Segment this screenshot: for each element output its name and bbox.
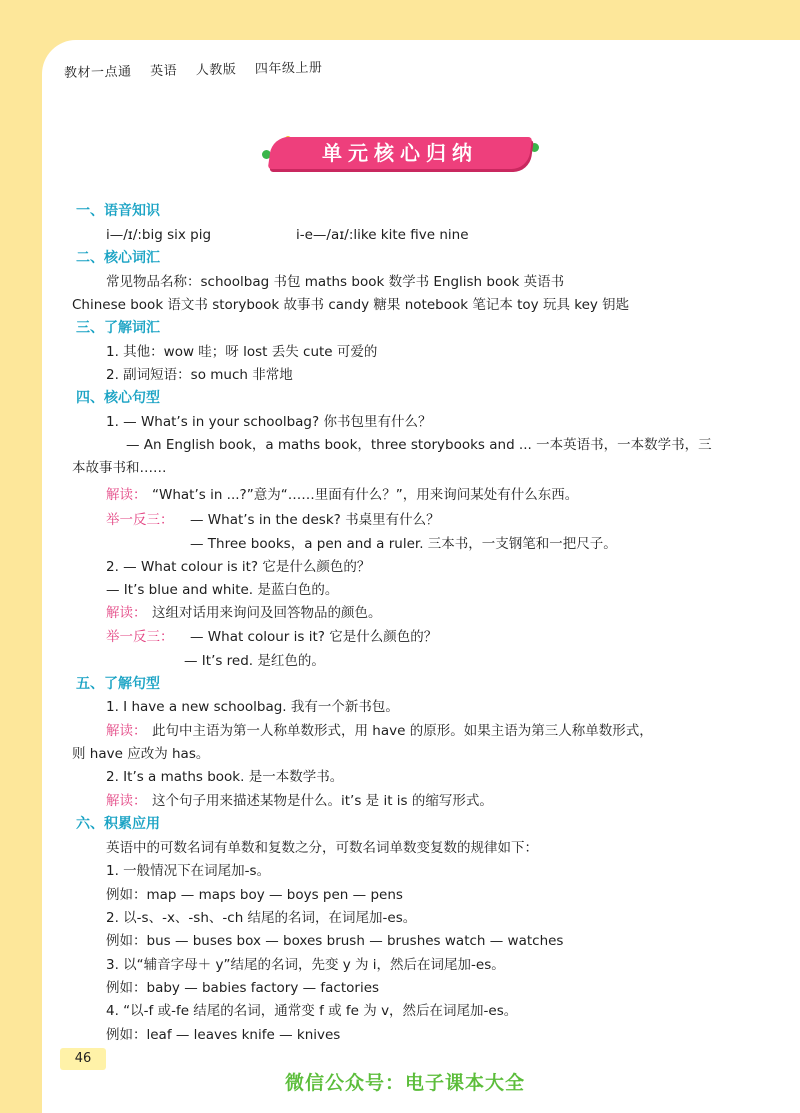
text-line: 这组对话用来询问及回答物品的颜色。 bbox=[152, 605, 382, 621]
text-line: 2. 副词短语：so much 非常地 bbox=[106, 367, 293, 383]
text-line: 例如：map — maps boy — boys pen — pens bbox=[106, 887, 403, 903]
line-label: 举一反三： bbox=[106, 629, 174, 645]
footer-watermark: 微信公众号：电子课本大全 bbox=[284, 1072, 525, 1094]
text-line: 这个句子用来描述某物是什么。it’s 是 it is 的缩写形式。 bbox=[152, 793, 493, 809]
section-heading: 六、积累应用 bbox=[76, 816, 160, 832]
line-label: 解读： bbox=[106, 487, 147, 503]
section-title: 单元核心归纳 bbox=[322, 141, 478, 165]
section-heading: 二、核心词汇 bbox=[76, 250, 160, 266]
book-name: 教材一点通 bbox=[63, 64, 132, 81]
grade: 四年级上册 bbox=[254, 60, 323, 77]
text-line: — It’s blue and white. 是蓝白色的。 bbox=[106, 582, 339, 598]
section-heading: 一、语音知识 bbox=[76, 203, 160, 219]
section-heading: 三、了解词汇 bbox=[76, 320, 160, 336]
text-line: 例如：bus — buses box — boxes brush — brushes watch — watches bbox=[106, 933, 564, 949]
text-line: i—/ɪ/:big six pig bbox=[106, 227, 212, 243]
section-heading: 五、了解句型 bbox=[76, 676, 160, 692]
text-line: 例如：baby — babies factory — factories bbox=[106, 980, 380, 996]
text-line: 1. I have a new schoolbag. 我有一个新书包。 bbox=[106, 699, 399, 715]
line-label: 解读： bbox=[106, 723, 147, 739]
decor-dot bbox=[530, 143, 539, 152]
text-line: — An English book，a maths book，three storybooks and ... 一本英语书，一本数学书，三 bbox=[126, 437, 712, 453]
text-line: — What colour is it? 它是什么颜色的？ bbox=[190, 629, 438, 645]
text-line: Chinese book 语文书 storybook 故事书 candy 糖果 notebook 笔记本 toy 玩具 key 钥匙 bbox=[72, 297, 630, 313]
text-line: 2. It’s a maths book. 是一本数学书。 bbox=[106, 769, 344, 785]
text-line: i-e—/aɪ/:like kite five nine bbox=[296, 227, 469, 243]
text-line: 1. 一般情况下在词尾加-s。 bbox=[106, 863, 271, 879]
text-line: “What’s in ...?”意为“……里面有什么？”，用来询问某处有什么东西。 bbox=[152, 487, 579, 503]
line-label: 解读： bbox=[106, 605, 147, 621]
text-line: 2. 以-s、-x、-sh、-ch 结尾的名词，在词尾加-es。 bbox=[106, 910, 417, 926]
text-line: 英语中的可数名词有单数和复数之分，可数名词单数变复数的规律如下： bbox=[106, 840, 538, 856]
edition: 人教版 bbox=[195, 62, 237, 79]
line-label: 举一反三： bbox=[106, 512, 174, 528]
text-line: 常见物品名称：schoolbag 书包 maths book 数学书 English book 英语书 bbox=[106, 274, 565, 290]
text-line: — What’s in the desk? 书桌里有什么？ bbox=[190, 512, 440, 528]
text-line: 4. “以-f 或-fe 结尾的名词，通常变 f 或 fe 为 v，然后在词尾加-es。 bbox=[106, 1003, 518, 1019]
text-line: 3. 以“辅音字母＋ y”结尾的名词，先变 y 为 i，然后在词尾加-es。 bbox=[106, 957, 505, 973]
text-line: — It’s red. 是红色的。 bbox=[184, 653, 325, 669]
text-line: 例如：leaf — leaves knife — knives bbox=[106, 1027, 341, 1043]
text-line: 1. 其他：wow 哇；呀 lost 丢失 cute 可爱的 bbox=[106, 344, 378, 360]
text-line: 则 have 应改为 has。 bbox=[72, 746, 210, 762]
text-line: — Three books，a pen and a ruler. 三本书，一支钢笔和一把尺子。 bbox=[190, 536, 617, 552]
line-label: 解读： bbox=[106, 793, 147, 809]
text-line: 1. — What’s in your schoolbag? 你书包里有什么？ bbox=[106, 414, 432, 430]
text-line: 2. — What colour is it? 它是什么颜色的？ bbox=[106, 559, 371, 575]
text-line: 此句中主语为第一人称单数形式，用 have 的原形。如果主语为第三人称单数形式， bbox=[152, 723, 653, 739]
page-number: 46 bbox=[60, 1048, 106, 1070]
page-sheet bbox=[42, 40, 800, 1113]
section-heading: 四、核心句型 bbox=[76, 390, 160, 406]
subject: 英语 bbox=[150, 63, 178, 80]
text-line: 本故事书和…… bbox=[72, 460, 167, 476]
